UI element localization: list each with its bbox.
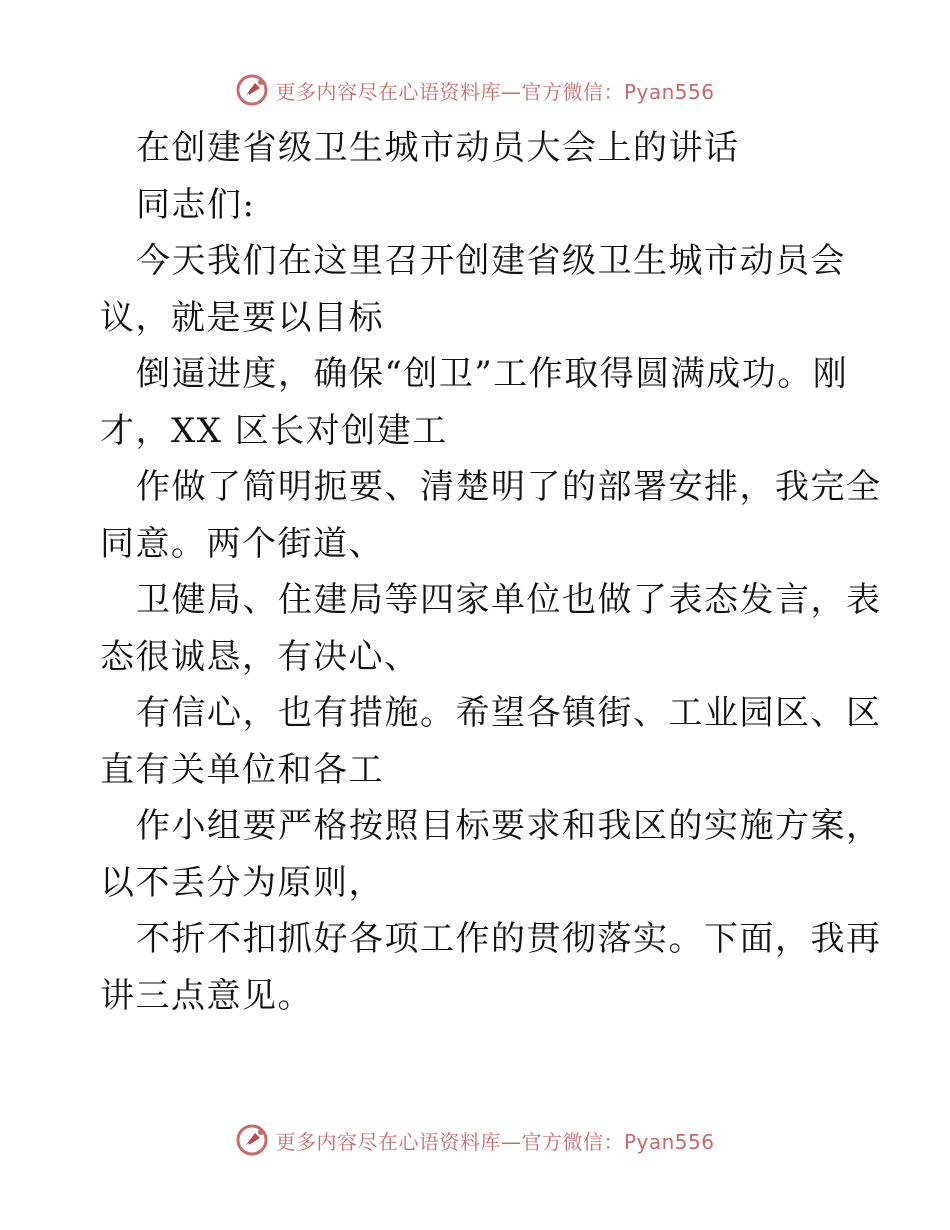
text-line: 今天我们在这里召开创建省级卫生城市动员会 [136, 241, 846, 281]
text-line: 才，XX 区长对创建工 [100, 410, 448, 451]
text-line: 态很诚恳，有决心、 [100, 636, 420, 677]
watermark-text: 更多内容尽在心语资料库—官方微信：Pyan556 [275, 1129, 715, 1154]
footer-watermark [0, 1120, 950, 1160]
text-line: 同意。两个街道、 [100, 523, 384, 564]
text-line: 同志们: [136, 184, 256, 225]
text-line: 有信心，也有措施。希望各镇街、工业园区、区 [136, 693, 882, 733]
text-line: 卫健局、住建局等四家单位也做了表态发言，表 [136, 580, 882, 620]
document-title: 在创建省级卫生城市动员大会上的讲话 [136, 128, 740, 168]
header-watermark [0, 70, 950, 110]
watermark-text: 更多内容尽在心语资料库—官方微信：Pyan556 [275, 79, 715, 104]
text-line: 以不丢分为原则， [100, 862, 384, 903]
document-body [100, 120, 882, 1024]
text-line: 直有关单位和各工 [100, 749, 384, 790]
text-line: 倒逼进度，确保“创卫”工作取得圆满成功。刚 [136, 354, 849, 394]
text-line: 作小组要严格按照目标要求和我区的实施方案， [136, 806, 882, 846]
pen-nib-circle-icon [235, 1123, 269, 1157]
text-line: 议，就是要以目标 [100, 297, 384, 338]
text-line: 作做了简明扼要、清楚明了的部署安排，我完全 [136, 467, 882, 507]
text-line: 讲三点意见。 [100, 975, 313, 1016]
text-line: 不折不扣抓好各项工作的贯彻落实。下面，我再 [136, 919, 882, 959]
pen-nib-circle-icon [235, 73, 269, 107]
